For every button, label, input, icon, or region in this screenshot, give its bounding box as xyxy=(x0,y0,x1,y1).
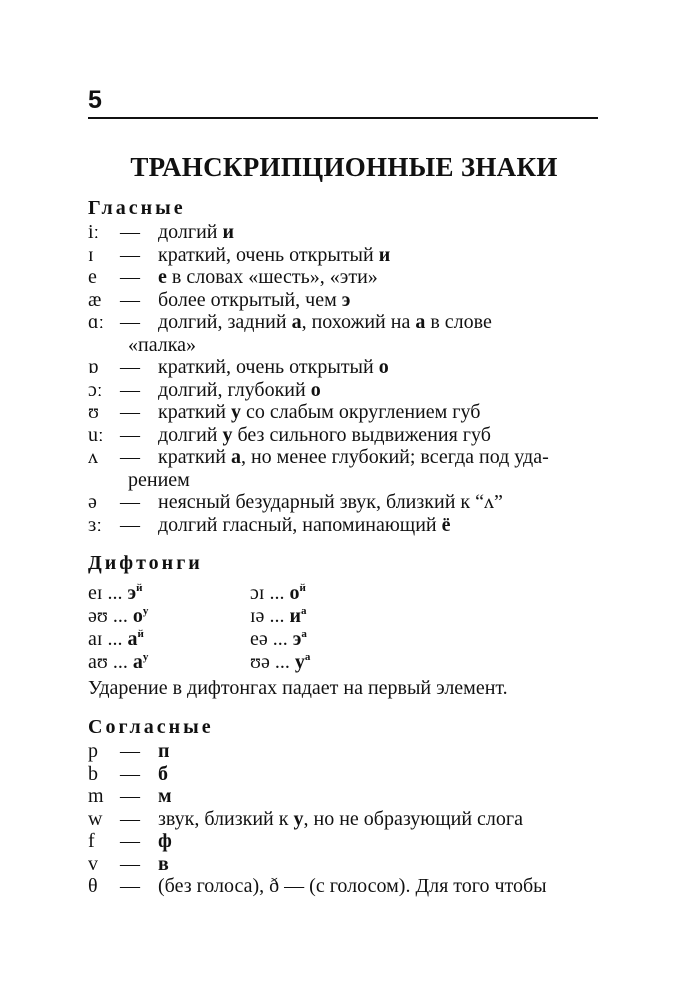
diphthong-note: Ударение в дифтонгах падает на первый элемент. xyxy=(88,677,508,699)
phonetic-symbol: ə xyxy=(88,491,97,513)
list-item xyxy=(88,491,600,514)
list-item xyxy=(88,424,600,447)
dash: — xyxy=(120,740,140,762)
phonetic-symbol: m xyxy=(88,785,104,807)
text-part: в слове xyxy=(425,311,492,333)
bold-letter: а xyxy=(230,446,241,468)
dash: — xyxy=(120,491,140,513)
bold-letter: а xyxy=(127,628,138,650)
dash: — xyxy=(120,875,140,897)
text-part: звук, близкий к xyxy=(158,807,294,830)
bold-letter: о xyxy=(310,378,321,401)
dash: — xyxy=(120,378,140,401)
list-item xyxy=(88,785,600,808)
bold-letter: м xyxy=(158,785,172,807)
ellipsis: ... xyxy=(267,628,293,650)
bold-letter: а xyxy=(415,311,426,333)
text-part: краткий, очень открытый xyxy=(158,356,379,378)
dash: — xyxy=(120,830,140,852)
description xyxy=(158,808,600,831)
dash: — xyxy=(120,785,140,807)
dash: — xyxy=(120,266,140,288)
bold-letter: а xyxy=(291,311,302,333)
list-item xyxy=(88,266,600,289)
description xyxy=(158,740,600,763)
list-item xyxy=(88,808,600,831)
ellipsis: ... xyxy=(107,605,133,627)
list-item xyxy=(88,401,600,424)
diphthong-item xyxy=(250,651,450,674)
text-part: долгий xyxy=(158,423,223,446)
bold-letter: у xyxy=(293,807,304,830)
text-part: , похожий на xyxy=(301,311,416,333)
description xyxy=(158,446,600,469)
list-item xyxy=(88,356,600,379)
list-item xyxy=(88,379,600,402)
phonetic-symbol: ɔɪ xyxy=(250,582,265,604)
bold-letter: у xyxy=(222,423,233,446)
superscript-letter: й xyxy=(136,582,143,594)
bold-letter: б xyxy=(158,762,168,785)
ellipsis: ... xyxy=(264,605,290,627)
dash: — xyxy=(120,243,140,266)
section-heading-diphthongs: Дифтонги xyxy=(88,552,203,574)
text-part: долгий, глубокий xyxy=(158,378,311,401)
diphthong-grid xyxy=(88,582,600,674)
dash: — xyxy=(120,423,140,446)
list-item xyxy=(88,289,600,312)
description xyxy=(158,514,600,537)
diphthong-item xyxy=(250,582,450,605)
header-rule xyxy=(88,117,598,119)
bold-letter: и xyxy=(289,605,301,627)
description xyxy=(158,830,600,853)
phonetic-symbol: uː xyxy=(88,423,104,446)
list-item xyxy=(88,763,600,786)
vowel-list xyxy=(88,221,600,536)
ellipsis: ... xyxy=(269,651,295,673)
description xyxy=(158,311,600,334)
text-part: долгий xyxy=(158,221,223,243)
phonetic-symbol: ʌ xyxy=(88,446,98,468)
text-part: долгий, задний xyxy=(158,311,292,333)
list-item xyxy=(88,221,600,244)
phonetic-symbol: ɔː xyxy=(88,378,103,401)
phonetic-symbol: iː xyxy=(88,221,100,243)
ellipsis: ... xyxy=(102,628,128,650)
content xyxy=(88,195,600,898)
phonetic-symbol: eɪ xyxy=(88,582,103,604)
phonetic-symbol: w xyxy=(88,807,103,830)
list-item xyxy=(88,740,600,763)
text-part: , но менее глубокий; всегда под уда- xyxy=(240,446,549,468)
diphthong-item xyxy=(88,605,250,628)
bold-letter: э xyxy=(341,288,351,311)
continuation-line: «палка» xyxy=(128,333,197,356)
section-heading-consonants: Согласные xyxy=(88,716,214,738)
diphthong-item xyxy=(88,651,250,674)
diphthong-item xyxy=(88,628,250,651)
list-item xyxy=(88,244,600,267)
bold-letter: о xyxy=(289,582,300,604)
description xyxy=(158,763,600,786)
list-item xyxy=(88,311,600,334)
phonetic-symbol: əʊ xyxy=(88,605,108,627)
bold-letter: у xyxy=(294,651,305,673)
description xyxy=(158,244,600,267)
page-number: 5 xyxy=(88,86,102,114)
text-part: неясный безударный звук, близкий к “ʌ” xyxy=(158,491,503,513)
bold-letter: ё xyxy=(441,513,451,536)
description xyxy=(158,401,600,424)
phonetic-symbol: f xyxy=(88,830,95,852)
description xyxy=(158,785,600,808)
phonetic-symbol: aʊ xyxy=(88,651,108,673)
dash: — xyxy=(120,807,140,830)
bold-letter: и xyxy=(222,221,235,243)
dash: — xyxy=(120,762,140,785)
phonetic-symbol: θ xyxy=(88,875,98,897)
dash: — xyxy=(120,356,140,378)
superscript-letter: й xyxy=(137,628,144,640)
text-part: краткий xyxy=(158,446,231,468)
text-part: долгий гласный, напоминающий xyxy=(158,513,442,536)
phonetic-symbol: ʊ xyxy=(88,401,99,423)
text-part: (без голоса), ð — (с голосом). Для того чтобы xyxy=(158,875,547,897)
ellipsis: ... xyxy=(102,582,128,604)
list-item xyxy=(88,875,600,898)
consonant-list xyxy=(88,740,600,898)
description xyxy=(158,875,600,898)
bold-letter: о xyxy=(378,356,389,378)
bold-letter: е xyxy=(158,266,167,288)
dash: — xyxy=(120,288,140,311)
superscript-letter: а xyxy=(304,651,311,663)
superscript-letter: у xyxy=(142,605,149,617)
phonetic-symbol: ɑː xyxy=(88,311,105,333)
list-item xyxy=(88,446,600,469)
bold-letter: о xyxy=(132,605,143,627)
bold-letter: ф xyxy=(158,830,172,852)
dash: — xyxy=(120,513,140,536)
description xyxy=(158,853,600,876)
text-part: , но не образующий слога xyxy=(303,807,523,830)
bold-letter: п xyxy=(158,740,170,762)
phonetic-symbol: p xyxy=(88,740,98,762)
phonetic-symbol: ɪ xyxy=(88,243,94,266)
bold-letter: а xyxy=(132,651,143,673)
superscript-letter: у xyxy=(142,651,149,663)
ellipsis: ... xyxy=(264,582,290,604)
phonetic-symbol: b xyxy=(88,762,98,785)
description xyxy=(158,379,600,402)
section-heading-vowels: Гласные xyxy=(88,197,186,219)
dash: — xyxy=(120,311,140,333)
description xyxy=(158,289,600,312)
text-part: в словах «шесть», «эти» xyxy=(166,266,378,288)
superscript-letter: а xyxy=(300,605,307,617)
bold-letter: э xyxy=(292,628,302,650)
list-item xyxy=(88,830,600,853)
bold-letter: у xyxy=(230,401,241,423)
list-item xyxy=(88,514,600,537)
phonetic-symbol: v xyxy=(88,852,98,875)
text-part: краткий, очень открытый xyxy=(158,243,379,266)
superscript-letter: й xyxy=(299,582,306,594)
text-part: более открытый, чем xyxy=(158,288,342,311)
text-part: со слабым округлением губ xyxy=(240,401,481,423)
phonetic-symbol: ɒ xyxy=(88,356,99,378)
ellipsis: ... xyxy=(107,651,133,673)
description xyxy=(158,491,600,514)
diphthong-item xyxy=(250,605,450,628)
text-part: краткий xyxy=(158,401,231,423)
phonetic-symbol: ɪə xyxy=(250,605,265,627)
dash: — xyxy=(120,852,140,875)
continuation-line: рением xyxy=(128,468,190,491)
dash: — xyxy=(120,401,140,423)
phonetic-symbol: ɜː xyxy=(88,513,102,536)
dash: — xyxy=(120,446,140,468)
phonetic-symbol: æ xyxy=(88,288,102,311)
phonetic-symbol: e xyxy=(88,266,97,288)
bold-letter: и xyxy=(378,243,391,266)
dash: — xyxy=(120,221,140,243)
text-part: без сильного выдвижения губ xyxy=(232,423,491,446)
bold-letter: э xyxy=(127,582,137,604)
list-item xyxy=(88,853,600,876)
description xyxy=(158,266,600,289)
page-title: ТРАНСКРИПЦИОННЫЕ ЗНАКИ xyxy=(130,152,558,182)
superscript-letter: а xyxy=(301,628,307,640)
diphthong-item xyxy=(88,582,250,605)
description xyxy=(158,424,600,447)
phonetic-symbol: aɪ xyxy=(88,628,103,650)
phonetic-symbol: eə xyxy=(250,628,268,650)
bold-letter: в xyxy=(158,852,169,875)
diphthong-item xyxy=(250,628,450,651)
description xyxy=(158,356,600,379)
description xyxy=(158,221,600,244)
phonetic-symbol: ʊə xyxy=(250,651,270,673)
